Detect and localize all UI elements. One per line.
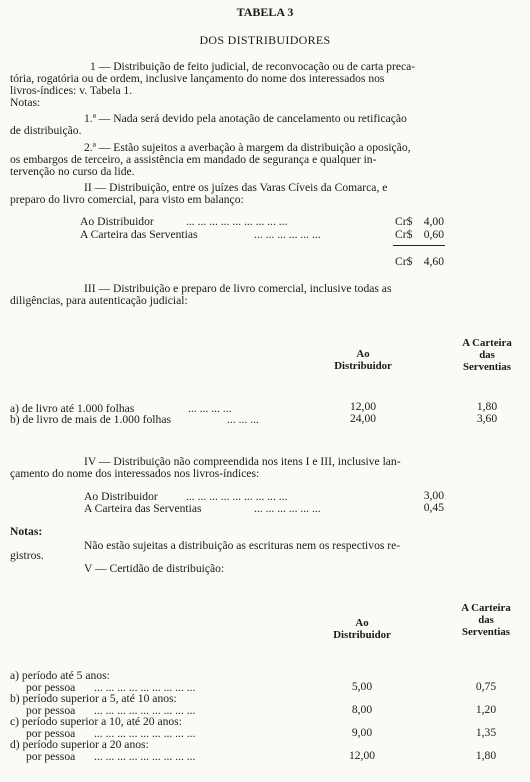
nota2-line2: os embargos de terceiro, a assistência em mandado de segurança e qualquer in- xyxy=(10,153,377,166)
col-header-carteira-1: A Carteira xyxy=(462,337,512,349)
item5-row-b-sub: por pessoa xyxy=(26,704,76,717)
item3-row-a-dots: ... ... ... ... xyxy=(188,402,232,415)
item5-row-b-label: b) período superior a 5, até 10 anos: xyxy=(10,692,177,705)
col-header-distribuidor-1b: Ao xyxy=(355,617,369,629)
item3-row-b-carteira: 3,60 xyxy=(476,412,498,425)
item5-row-c-sub: por pessoa xyxy=(26,727,76,740)
nota2-line1: 2.ª — Estão sujeitos a averbação à margem da distribuição a oposição, xyxy=(84,141,411,154)
item4-row-carteira-value: 0,45 xyxy=(423,501,444,514)
item3-row-b-dots: ... ... ... xyxy=(227,413,259,426)
item3-row-a-label: a) de livro até 1.000 folhas xyxy=(10,402,135,415)
item3-line2: diligências, para autenticação judicial: xyxy=(10,294,188,307)
total-rule xyxy=(393,245,445,246)
section-subtitle: DOS DISTRIBUIDORES xyxy=(199,33,331,47)
notas-label-1: Notas: xyxy=(10,96,41,109)
item3-row-b-distribuidor: 24,00 xyxy=(349,412,377,425)
item5-row-a-dots: ... ... ... ... ... ... ... ... ... xyxy=(94,681,196,694)
item5-row-a-sub: por pessoa xyxy=(26,681,76,694)
table-title: TABELA 3 xyxy=(236,5,294,19)
item5-row-a-carteira: 0,75 xyxy=(475,680,497,693)
nota3-line2: gistros. xyxy=(10,549,44,562)
item5-row-c-carteira: 1,35 xyxy=(475,726,497,739)
col-header-distribuidor-1: Ao xyxy=(356,348,370,360)
item5-row-c-distribuidor: 9,00 xyxy=(351,726,373,739)
nota3-line1: Não estão sujeitas a distribuição as escrituras nem os respectivos re- xyxy=(84,539,401,552)
nota2-line3: tervenção no curso da lide. xyxy=(10,165,135,178)
item1-line1: 1 — Distribuição de feito judicial, de reconvocação ou de carta preca- xyxy=(90,60,416,73)
col-header-carteira-3: Serventias xyxy=(463,361,511,373)
item5-row-b-carteira: 1,20 xyxy=(475,703,497,716)
nota1-line1: 1.ª — Nada será devido pela anotação de cancelamento ou retificação xyxy=(84,112,407,125)
item5-row-d-carteira: 1,80 xyxy=(475,749,497,762)
item5-row-a-label: a) período até 5 anos: xyxy=(10,669,110,682)
item4-row-carteira-label: A Carteira das Serventias xyxy=(84,502,202,515)
item5-row-d-dots: ... ... ... ... ... ... ... ... ... xyxy=(94,750,196,763)
notas-label-2: Notas: xyxy=(10,525,43,538)
item2-row-distribuidor-value: 4,00 xyxy=(423,215,444,228)
item2-row-carteira-value: 0,60 xyxy=(423,228,444,241)
item5-heading: V — Certidão de distribuição: xyxy=(84,562,225,575)
item3-row-b-label: b) de livro de mais de 1.000 folhas xyxy=(10,413,171,426)
item2-row-distribuidor-currency: Cr$ xyxy=(395,215,413,228)
item5-row-d-distribuidor: 12,00 xyxy=(348,749,376,762)
item1-line2: tória, rogatória ou de ordem, inclusive lançamento do nome dos interessados nos xyxy=(10,72,385,85)
item3-line1: III — Distribuição e preparo de livro comercial, inclusive todas as xyxy=(84,282,392,295)
item3-row-a-carteira: 1,80 xyxy=(476,400,498,413)
item2-line2: preparo do livro comercial, para visto em balanço: xyxy=(10,193,244,206)
item5-row-d-label: d) período superior a 20 anos: xyxy=(10,738,149,751)
item3-row-a-distribuidor: 12,00 xyxy=(349,400,377,413)
item2-row-carteira-currency: Cr$ xyxy=(395,228,413,241)
col-header-distribuidor-2: Distribuidor xyxy=(334,360,392,372)
item2-total-value: 4,60 xyxy=(423,255,444,268)
item2-row-carteira-label: A Carteira das Serventias xyxy=(80,228,198,241)
col-header-carteira-2b: das xyxy=(478,614,494,626)
item4-row-carteira-dots: ... ... ... ... ... ... xyxy=(254,502,321,515)
nota1-line2: de distribuição. xyxy=(10,124,82,137)
item4-row-distribuidor-label: Ao Distribuidor xyxy=(84,490,158,503)
item2-row-carteira-dots: ... ... ... ... ... ... xyxy=(254,228,321,241)
item2-row-distribuidor-dots: ... ... ... ... ... ... ... ... ... xyxy=(186,215,288,228)
item5-row-b-distribuidor: 8,00 xyxy=(351,703,373,716)
item4-row-distribuidor-value: 3,00 xyxy=(423,489,444,502)
item5-row-b-dots: ... ... ... ... ... ... ... ... ... xyxy=(94,704,196,717)
item5-row-c-label: c) período superior a 10, até 20 anos: xyxy=(10,715,182,728)
col-header-distribuidor-2b: Distribuidor xyxy=(333,629,391,641)
item4-row-distribuidor-dots: ... ... ... ... ... ... ... ... ... xyxy=(186,490,288,503)
col-header-carteira-1b: A Carteira xyxy=(461,602,511,614)
item2-row-distribuidor-label: Ao Distribuidor xyxy=(80,215,154,228)
item5-row-a-distribuidor: 5,00 xyxy=(351,680,373,693)
item4-line2: çamento do nome dos interessados nos livros-índices: xyxy=(10,467,260,480)
col-header-carteira-3b: Serventias xyxy=(462,626,510,638)
item1-line3: livros-índices: v. Tabela 1. xyxy=(10,84,133,97)
item2-total-currency: Cr$ xyxy=(395,255,413,268)
item5-row-c-dots: ... ... ... ... ... ... ... ... ... xyxy=(94,727,196,740)
item2-line1: II — Distribuição, entre os juízes das Varas Cíveis da Comarca, e xyxy=(84,181,388,194)
item5-row-d-sub: por pessoa xyxy=(26,750,76,763)
item4-line1: IV — Distribuição não compreendida nos itens I e III, inclusive lan- xyxy=(84,455,401,468)
col-header-carteira-2: das xyxy=(479,349,495,361)
